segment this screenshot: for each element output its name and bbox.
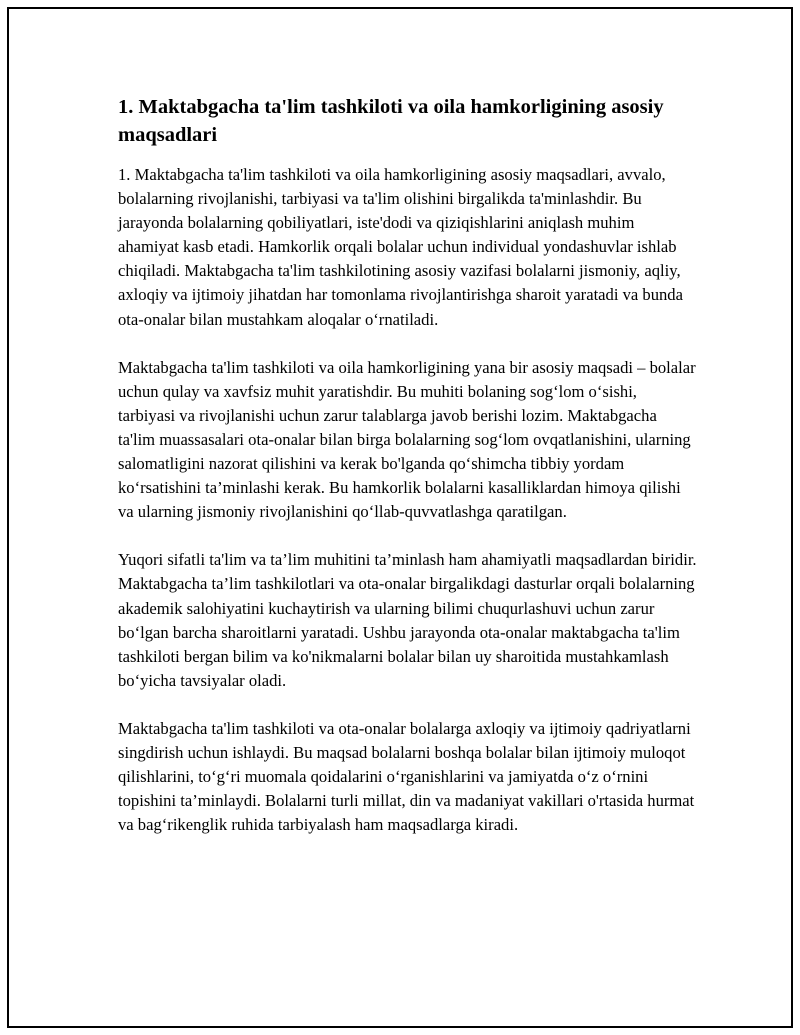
document-title: 1. Maktabgacha ta'lim tashkiloti va oila hamkorligining asosiy maqsadlari [118,96,664,146]
paragraph-2: Maktabgacha ta'lim tashkiloti va oila hamkorligining yana bir asosiy maqsadi – bolalar uchun qulay va xavfsiz muhit yaratishdir. Bu muhiti bolaning sog‘lom o‘sishi, tarbiyasi va rivojlanishi uchun zarur talablarga javob berishi lozim. Maktabgacha ta'lim muassasalari ota-onalar bilan birga bolalarning sog‘lom ovqatlanishini, ularning salomatligini nazorat qilishini va kerak bo'lganda qo‘shimcha tibbiy yordam ko‘rsatishini ta’minlashi kerak. Bu hamkorlik bolalarni kasalliklardan himoya qilishi va ularning jismoniy rivojlanishini qo‘llab-quvvatlashga qaratilgan. [118,357,696,522]
paragraph-4: Maktabgacha ta'lim tashkiloti va ota-onalar bolalarga axloqiy va ijtimoiy qadriyatlarni singdirish uchun ishlaydi. Bu maqsad bolalarni boshqa bolalar bilan ijtimoiy muloqot qilishlarini, to‘g‘ri muomala qoidalarini o‘rganishlarini va jamiyatda o‘z o‘rnini topishini ta’minlaydi. Bolalarni turli millat, din va madaniyat vakillari o'rtasida hurmat va bag‘rikenglik ruhida tarbiyalash ham maqsadlarga kiradi. [118,718,695,835]
paragraph-3: Yuqori sifatli ta'lim va ta’lim muhitini ta’minlash ham ahamiyatli maqsadlardan biridir. Maktabgacha ta’lim tashkilotlari va ota-onalar birgalikdagi dasturlar orqali bolalarning akademik salohiyatini kuchaytirish va ularning bilimi chuqurlashuvi uchun zarur bo‘lgan barcha sharoitlarni yaratadi. Ushbu jarayonda ota-onalar maktabgacha ta'lim tashkiloti bergan bilim va ko'nikmalarni bolalar bilan uy sharoitida mustahkamlash bo‘yicha tavsiyalar oladi. [118,550,697,690]
paragraph-1: 1. Maktabgacha ta'lim tashkiloti va oila hamkorligining asosiy maqsadlari, avvalo, bolalarning rivojlanishi, tarbiyasi va ta'lim olishini birgalikda ta'minlashdir. Bu jarayonda bolalarning qobiliyatlari, iste'dodi va qiziqishlarini aniqlash muhim ahamiyat kasb etadi. Hamkorlik orqali bolalar uchun individual yondashuvlar ishlab chiqiladi. Maktabgacha ta'lim tashkilotining asosiy vazifasi bolalarni jismoniy, aqliy, axloqiy va ijtimoiy jihatdan har tomonlama rivojlantirishga sharoit yaratadi va bunda ota-onalar bilan mustahkam aloqalar o‘rnatiladi. [118,165,683,329]
document-body [118,93,698,861]
